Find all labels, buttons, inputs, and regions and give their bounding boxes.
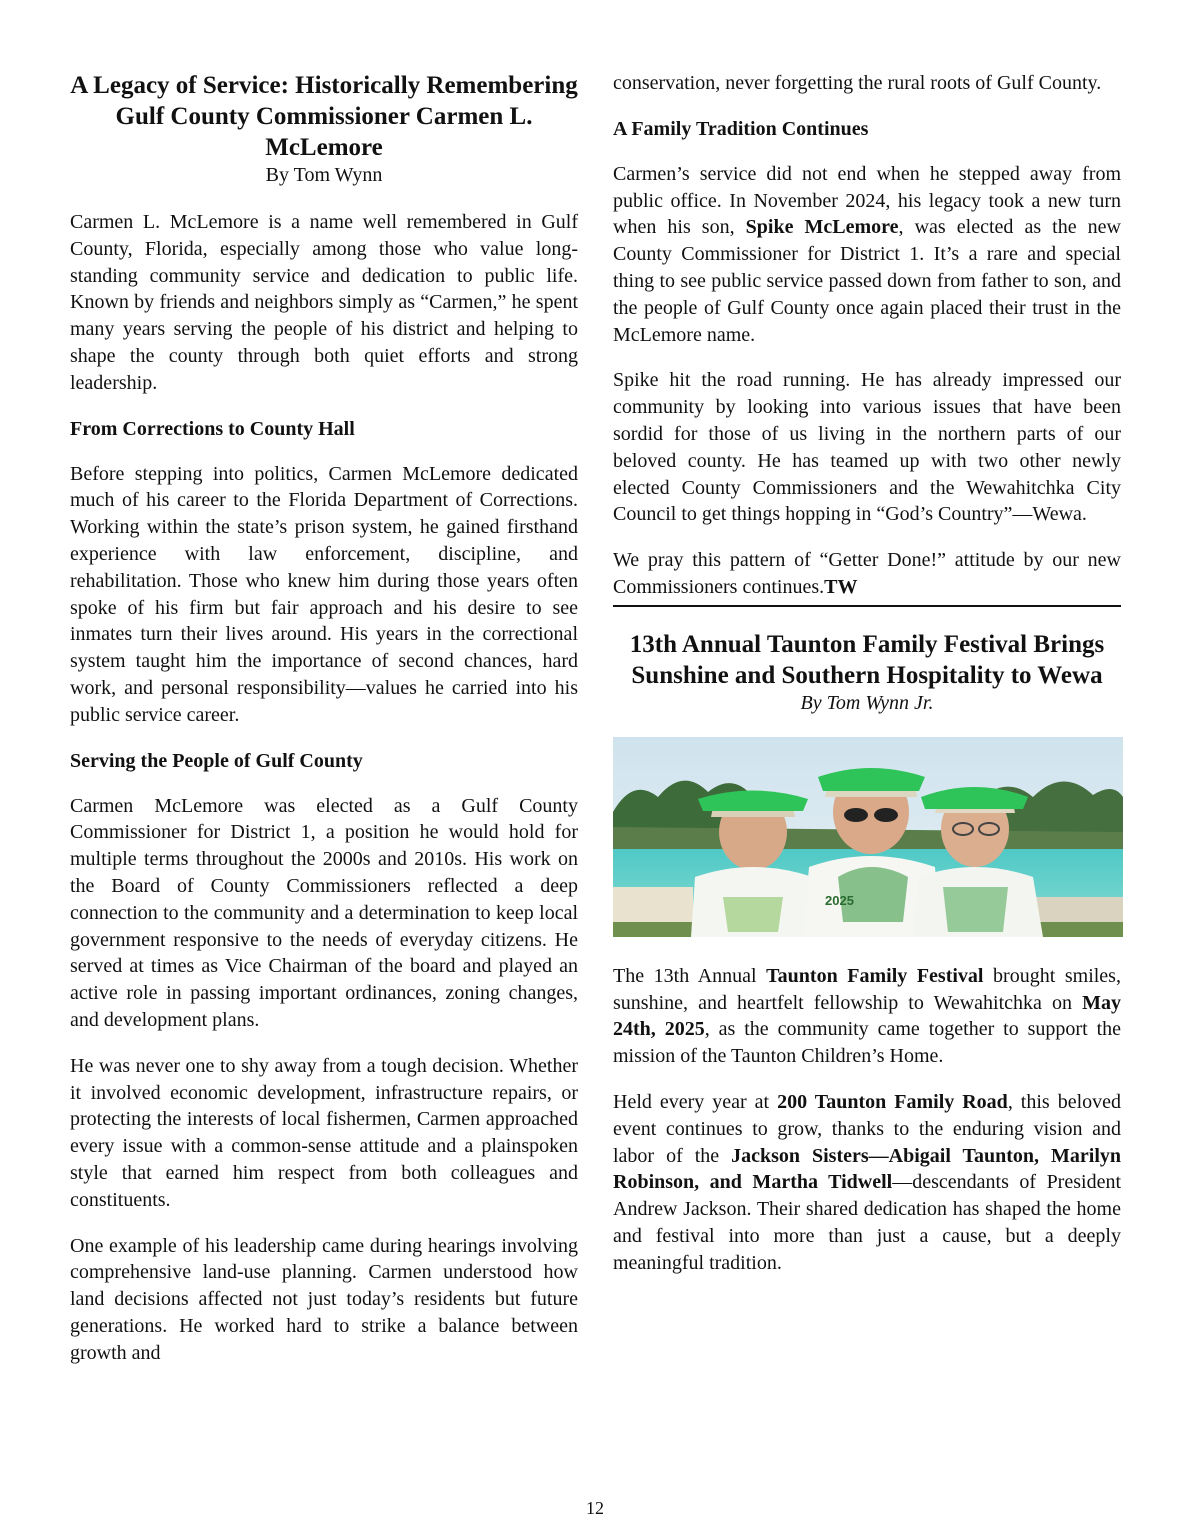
festival-photo [613,737,1123,937]
festival-p2-c: —descendants of President Andrew Jackson. Their shared dedication has shaped the home and festival into more than just a cause, but a deeply meaningful tradition. [613,1171,1121,1274]
festival-p2-a: Held every year at [613,1090,778,1113]
spike-paragraph: Spike hit the road running. He has already impressed our community by looking into various issues that have been sordid for those of us living in the northern parts of our beloved county. He has teamed up with two other newly elected County Commissioners and the Wewahitchka City Council to get things hopping in “God’s Country”—Wewa. [613,369,1121,526]
family-paragraph [613,161,1121,349]
closing-text: We pray this pattern of “Getter Done!” attitude by our new Commissioners continues. [613,549,1121,598]
festival-p1-c: , as the community came together to support the mission of the Taunton Children’s Home. [613,1018,1121,1068]
tough-decision-paragraph: He was never one to shy away from a tough decision. Whether it involved economic development, infrastructure repairs, or protecting the interests of local fishermen, Carmen approached every issue with a common-sense attitude and a plainspoken style that earned him respect from both colleagues and constituents. [70,1054,578,1211]
page-number: 12 [586,1498,604,1518]
corrections-paragraph: Before stepping into politics, Carmen McLemore dedicated much of his career to the Florida Department of Corrections. Working within the state’s prison system, he gained firsthand experience with law enforcement, discipline, and rehabilitation. Those who knew him during those years often spoke of his firm but fair approach and his desire to see inmates turn their lives around. His years in the correctional system taught him the importance of second chances, hard work, and personal responsibility—values he carried into his public service career. [70,462,578,726]
article-byline: By Tom Wynn [265,164,383,186]
family-text-b: , was elected as the new County Commissioner for District 1. It’s a rare and special thing to see public service passed down from father to son, and the people of Gulf County once again placed their trust in the McLemore name. [613,216,1121,346]
section-heading-corrections: From Corrections to County Hall [70,417,355,440]
festival-paragraph-2 [613,1089,1121,1277]
left-column [70,70,578,1366]
festival-address: 200 Taunton Family Road [777,1090,1008,1113]
festival-byline: By Tom Wynn Jr. [800,691,934,714]
festival-p1-a: The 13th Annual [613,964,767,987]
article-title: A Legacy of Service: Historically Remembering Gulf County Commissioner Carmen L. McLemore [70,72,578,161]
intro-paragraph: Carmen L. McLemore is a name well remembered in Gulf County, Florida, especially among those who value long-standing community service and dedication to public life. Known by friends and neighbors simply as “Carmen,” he spent many years serving the people of his district and helping to shape the county through both quiet efforts and strong leadership. [70,211,578,394]
land-use-paragraph-continued: conservation, never forgetting the rural roots of Gulf County. [613,72,1102,94]
land-use-paragraph: One example of his leadership came during hearings involving comprehensive land-use planning. Carmen understood how land decisions affected not just today’s residents but future generations. He worked hard to strike a balance between growth and [70,1234,578,1364]
festival-paragraph-1 [613,963,1121,1070]
serving-paragraph: Carmen McLemore was elected as a Gulf County Commissioner for District 1, a position he would hold for multiple terms throughout the 2000s and 2010s. His work on the Board of County Commissioners reflected a deep connection to the community and a determination to keep local government responsive to the needs of everyday citizens. He served at times as Vice Chairman of the board and played an active role in passing important ordinances, zoning changes, and development plans. [70,794,578,1031]
section-heading-family: A Family Tradition Continues [613,117,869,140]
festival-name: Taunton Family Festival [766,964,984,987]
shirt-year-text: 2025 [825,892,854,908]
closing-paragraph [613,547,1121,601]
author-initials: TW [824,575,858,598]
festival-title: 13th Annual Taunton Family Festival Brings Sunshine and Southern Hospitality to Wewa [629,630,1105,689]
festival-p1-b: brought smiles, sunshine, and heartfelt fellowship to Wewahitchka on [613,964,1121,1014]
jackson-sisters: Jackson Sisters—Abigail Taunton, Marilyn Robinson, and Martha Tidwell [613,1144,1121,1194]
spike-name: Spike McLemore [745,216,899,239]
festival-p2-b: , this beloved event continues to grow, thanks to the enduring vision and labor of the [613,1090,1121,1167]
festival-date: May 24th, 2025 [613,991,1121,1041]
article-divider [613,605,1121,607]
right-column [613,70,1121,1277]
family-text-a: Carmen’s service did not end when he stepped away from public office. In November 2024, his legacy took a new turn when his son, [613,162,1121,239]
section-heading-serving: Serving the People of Gulf County [70,749,363,772]
